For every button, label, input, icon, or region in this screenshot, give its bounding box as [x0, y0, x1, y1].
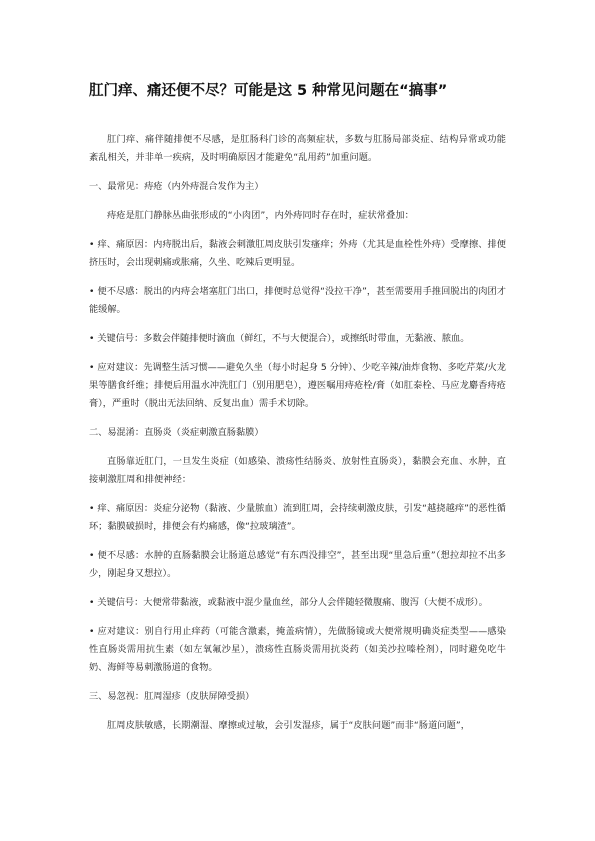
- section-eczema: [89, 688, 506, 735]
- intro-paragraph: 肛门痒、痛伴随排便不尽感，是肛肠科门诊的高频症状，多数与肛肠局部炎症、结构异常或功能紊乱相关，并非单一疾病，及时明确原因才能避免“乱用药”加重问题。: [89, 134, 506, 163]
- bullet-item: • 应对建议：别自行用止痒药（可能含激素，掩盖病情），先做肠镜或大便常规明确炎症类型——感染性直肠炎需用抗生素（如左氧氟沙星），溃疡性直肠炎需用抗炎药（如美沙拉嗪栓剂），同时避免吃牛奶、海鲜等易刺激肠道的食物。: [89, 626, 506, 673]
- section-proctitis: [89, 424, 506, 677]
- section-heading: 三、易忽视：肛周湿疹（皮肤屏障受损）: [89, 691, 255, 702]
- section-lead: 直肠靠近肛门，一旦发生炎症（如感染、溃疡性结肠炎、放射性直肠炎），黏膜会充血、水肿，直接刺激肛周和排便神经：: [89, 456, 506, 485]
- section-heading: 一、最常见：痔疮（内外痔混合发作为主）: [89, 181, 264, 192]
- bullet-item: • 关键信号：大便常带黏液，或黏液中混少量血丝，部分人会伴随轻微腹痛、腹泻（大便不成形）。: [89, 597, 488, 608]
- section-lead: 痔疮是肛门静脉丛曲张形成的“小肉团”，内外痔同时存在时，症状常叠加：: [107, 210, 414, 221]
- page-title: 肛门痒、痛还便不尽？可能是这 5 种常见问题在“搞事”: [89, 83, 448, 99]
- bullet-item: • 痒、痛原因：炎症分泌物（黏液、少量脓血）流到肛周，会持续刺激皮肤，引发“越挠越痒”的恶性循环；黏膜破损时，排便会有灼痛感，像“拉玻璃渣”。: [89, 503, 506, 532]
- bullet-item: • 便不尽感：脱出的内痔会堵塞肛门出口，排便时总觉得“没拉干净”，甚至需要用手推回脱出的肉团才能缓解。: [89, 286, 506, 315]
- section-heading: 二、易混淆：直肠炎（炎症刺激直肠黏膜）: [89, 427, 264, 438]
- bullet-item: • 痒、痛原因：内痔脱出后，黏液会刺激肛周皮肤引发瘙痒；外痔（尤其是血栓性外痔）受摩擦、排便挤压时，会出现刺痛或胀痛，久坐、吃辣后更明显。: [89, 239, 506, 268]
- section-hemorrhoids: [89, 178, 506, 413]
- section-lead: 肛周皮肤敏感，长期潮湿、摩擦或过敏，会引发湿疹，属于“皮肤问题”而非“肠道问题”，: [107, 720, 471, 731]
- bullet-item: • 便不尽感：水肿的直肠黏膜会让肠道总感觉“有东西没排空”，甚至出现“里急后重”（想拉却拉不出多少，刚起身又想拉）。: [89, 550, 506, 579]
- bullet-item: • 关键信号：多数会伴随排便时滴血（鲜红，不与大便混合），或擦纸时带血，无黏液、脓血。: [89, 333, 470, 344]
- bullet-item: • 应对建议：先调整生活习惯——避免久坐（每小时起身 5 分钟）、少吃辛辣/油炸食物、多吃芹菜/火龙果等膳食纤维；排便后用温水冲洗肛门（别用肥皂），遵医嘱用痔疮栓/膏（如肛泰栓、马应龙麝香痔疮膏），严重时（脱出无法回纳、反复出血）需手术切除。: [89, 362, 506, 409]
